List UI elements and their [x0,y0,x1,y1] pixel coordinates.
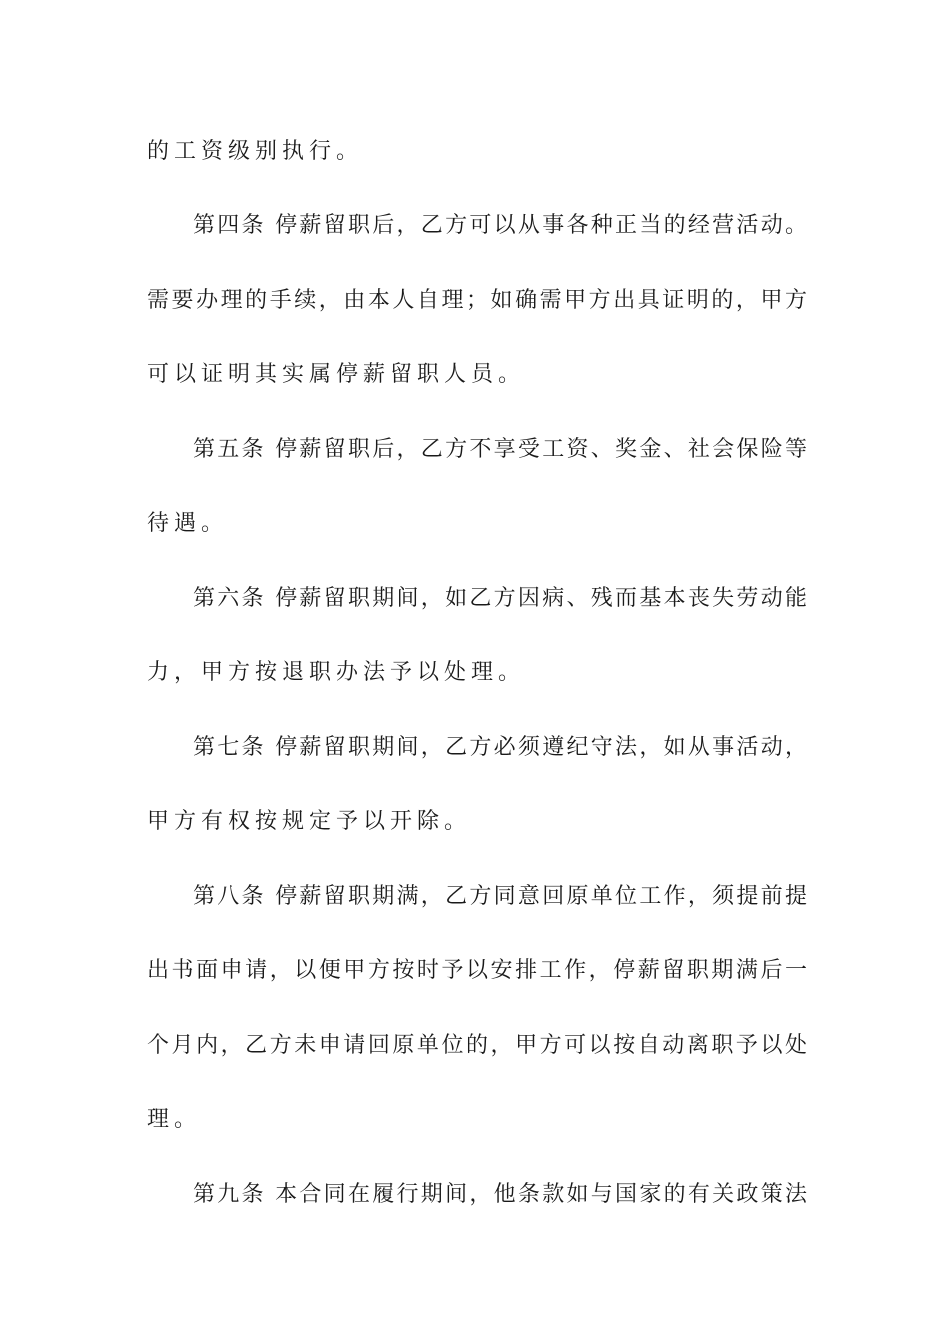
text-line: 第九条 本合同在履行期间，他条款如与国家的有关政策法 [193,1182,807,1207]
text-line: 力，甲方按退职办法予以处理。 [147,660,526,685]
text-line: 理。 [147,1107,202,1132]
text-line: 第四条 停薪留职后，乙方可以从事各种正当的经营活动。 [193,213,807,238]
text-line: 待遇。 [147,511,229,536]
text-line: 出书面申请，以便甲方按时予以安排工作，停薪留职期满后一 [147,958,807,983]
text-line: 第六条 停薪留职期间，如乙方因病、残而基本丧失劳动能 [193,586,807,611]
text-line: 的工资级别执行。 [147,139,364,164]
text-line: 第七条 停薪留职期间，乙方必须遵纪守法，如从事活动， [193,735,807,760]
text-line: 甲方有权按规定予以开除。 [147,809,472,834]
text-line: 个月内，乙方未申请回原单位的，甲方可以按自动离职予以处 [147,1033,807,1058]
text-line: 需要办理的手续，由本人自理；如确需甲方出具证明的，甲方 [147,288,807,313]
text-line: 第五条 停薪留职后，乙方不享受工资、奖金、社会保险等 [193,437,807,462]
text-line: 可以证明其实属停薪留职人员。 [147,362,526,387]
text-line: 第八条 停薪留职期满，乙方同意回原单位工作，须提前提 [193,884,807,909]
